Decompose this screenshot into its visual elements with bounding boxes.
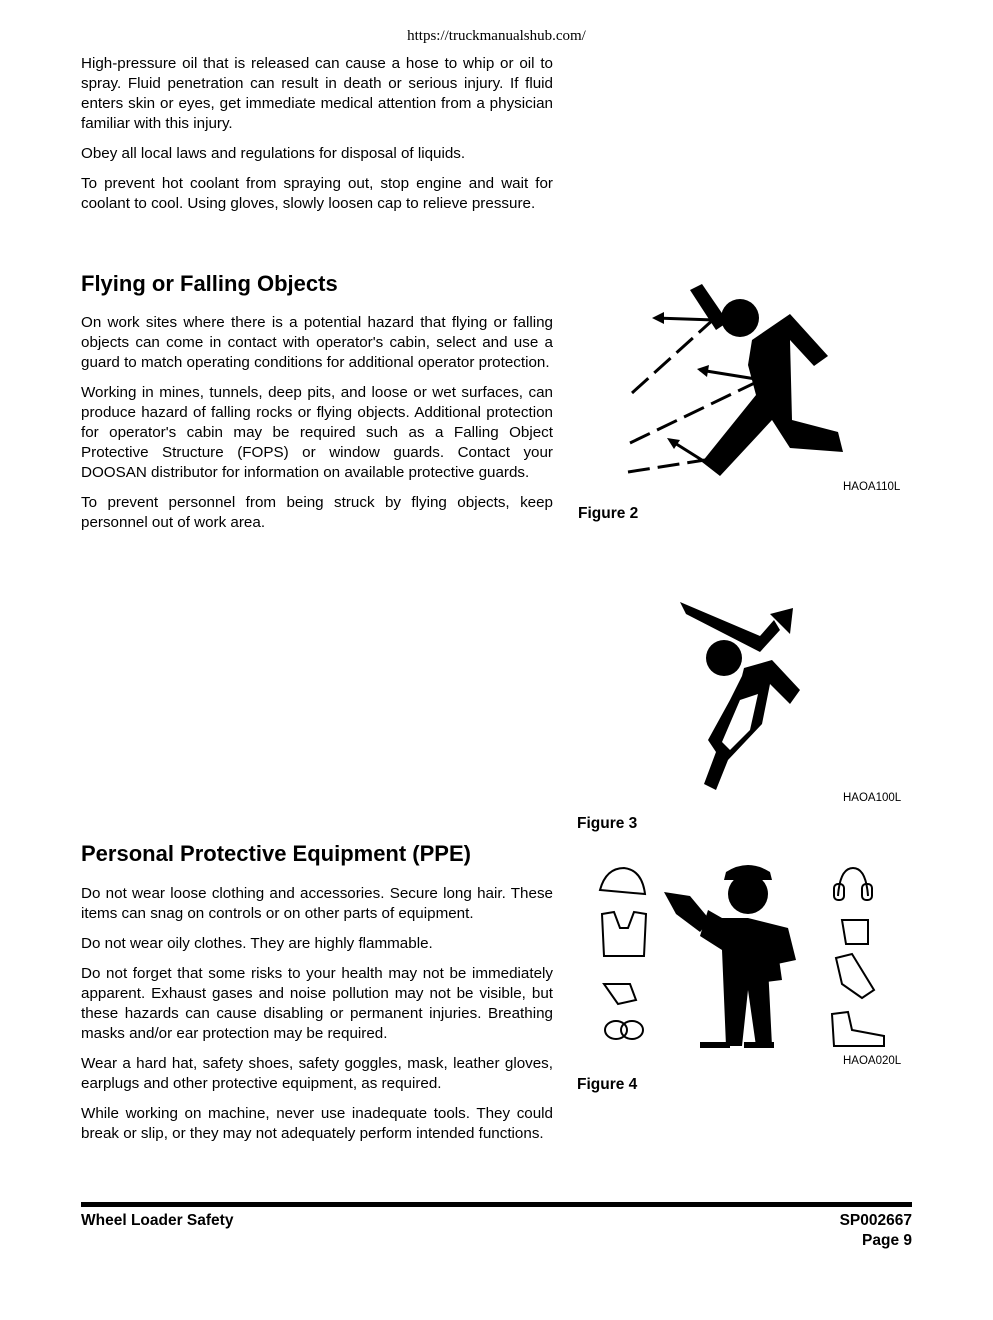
paragraph: Wear a hard hat, safety shoes, safety goggles, mask, leather gloves, earplugs and other protective equipment, as required. xyxy=(81,1055,553,1092)
ppe-section xyxy=(81,841,553,1144)
figure-code: HAOA110L xyxy=(843,481,901,493)
footer-title: Wheel Loader Safety xyxy=(81,1212,234,1229)
document-number: SP002667 xyxy=(839,1212,912,1229)
figure-caption: Figure 4 xyxy=(577,1076,638,1093)
paragraph: Do not forget that some risks to your health may not be immediately apparent. Exhaust gases and noise pollution may not be visible, but these hazards can cause disabling or permanent injuries. Breathing masks and/or ear protection may be required. xyxy=(81,965,553,1042)
paragraph: Working in mines, tunnels, deep pits, and loose or wet surfaces, can produce hazard of falling rocks or flying objects. Additional protection for operator's cabin may be required such as a Falling Object Protective Structure (FOPS) or window guards. Contact your DOOSAN distributor for information on available protective guards. xyxy=(81,384,553,481)
paragraph: While working on machine, never use inadequate tools. They could break or slip, or they may not adequately perform intended functions. xyxy=(81,1105,553,1142)
page-number: Page 9 xyxy=(862,1232,912,1249)
flying-objects-section xyxy=(81,271,553,533)
paragraph: To prevent hot coolant from spraying out, stop engine and wait for coolant to cool. Using gloves, slowly loosen cap to relieve pressure. xyxy=(81,175,553,212)
figure-code: HAOA100L xyxy=(843,792,902,804)
figure-caption: Figure 2 xyxy=(578,505,639,522)
paragraph: On work sites where there is a potential hazard that flying or falling objects can come in contact with operator's cabin, select and use a guard to match operating conditions for additional operator protection. xyxy=(81,314,553,371)
footer-page-info xyxy=(840,1211,912,1251)
section-heading: Flying or Falling Objects xyxy=(81,271,338,296)
source-url: https://truckmanualshub.com/ xyxy=(407,28,586,44)
paragraph: High-pressure oil that is released can cause a hose to whip or oil to spray. Fluid penetration can result in death or serious injury. If fluid enters skin or eyes, get immediate medical attention from a physician familiar with this injury. xyxy=(81,55,553,132)
paragraph: Do not wear oily clothes. They are highly flammable. xyxy=(81,935,433,952)
paragraph: Do not wear loose clothing and accessories. Secure long hair. These items can snag on controls or on other parts of equipment. xyxy=(81,885,553,922)
footer-rule xyxy=(81,1202,912,1207)
paragraph: To prevent personnel from being struck by flying objects, keep personnel out of work area. xyxy=(81,494,553,531)
intro-section xyxy=(81,54,553,214)
section-heading: Personal Protective Equipment (PPE) xyxy=(81,841,471,866)
figure-code: HAOA020L xyxy=(843,1055,902,1067)
figure-caption: Figure 3 xyxy=(577,815,638,832)
paragraph: Obey all local laws and regulations for disposal of liquids. xyxy=(81,145,466,162)
